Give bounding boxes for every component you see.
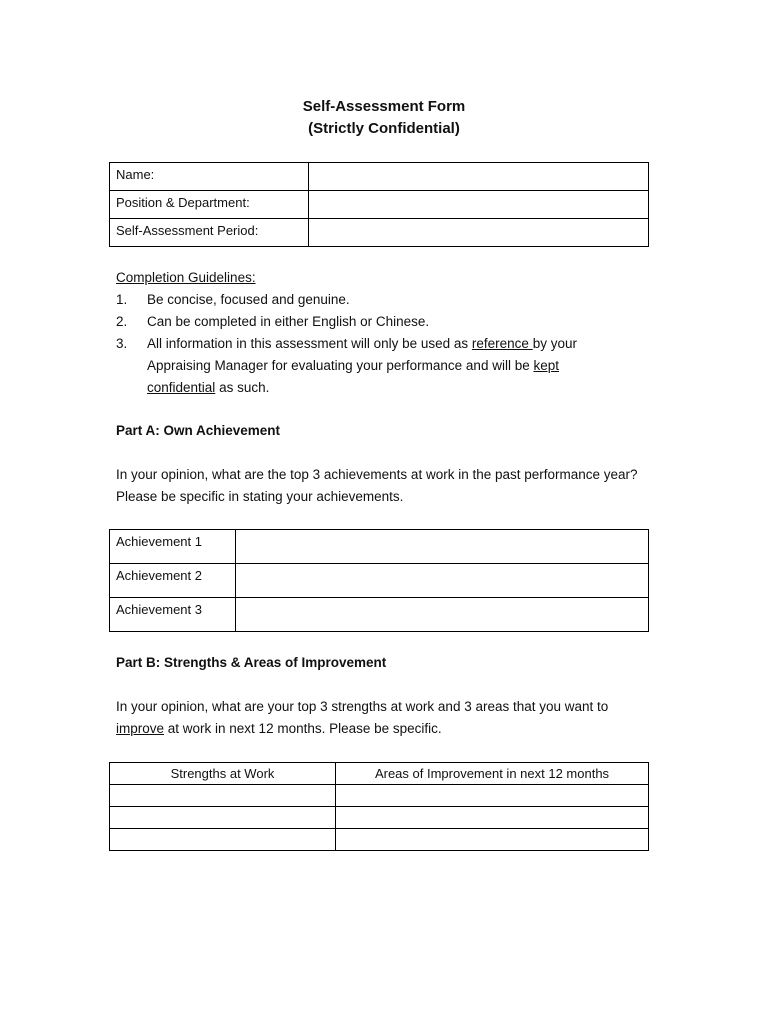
achievement-field[interactable] bbox=[236, 530, 649, 564]
part-b-heading: Part B: Strengths & Areas of Improvement bbox=[116, 655, 387, 670]
form-title: Self-Assessment Form bbox=[302, 98, 466, 115]
strength-field[interactable] bbox=[110, 807, 336, 829]
guidelines-heading: Completion Guidelines: bbox=[116, 270, 256, 285]
improvement-field[interactable] bbox=[336, 829, 649, 851]
table-row bbox=[110, 807, 649, 829]
improvement-field[interactable] bbox=[336, 807, 649, 829]
improvement-column-header: Areas of Improvement in next 12 months bbox=[336, 763, 649, 785]
table-row bbox=[110, 219, 649, 247]
table-row bbox=[110, 530, 649, 564]
achievements-table bbox=[109, 529, 649, 632]
improvement-field[interactable] bbox=[336, 785, 649, 807]
question-text: at work in next 12 months. Please be specific. bbox=[164, 721, 442, 736]
guideline-number: 1. bbox=[116, 292, 128, 307]
table-row bbox=[110, 598, 649, 632]
table-row bbox=[110, 785, 649, 807]
table-row bbox=[110, 564, 649, 598]
achievement-label: Achievement 2 bbox=[110, 564, 236, 598]
achievement-field[interactable] bbox=[236, 564, 649, 598]
guideline-text: as such. bbox=[215, 380, 270, 395]
period-field[interactable] bbox=[309, 219, 649, 247]
guideline-item: Can be completed in either English or Chinese. bbox=[147, 314, 430, 329]
table-row bbox=[110, 829, 649, 851]
name-label: Name: bbox=[110, 163, 309, 191]
achievement-label: Achievement 1 bbox=[110, 530, 236, 564]
guideline-underlined-text: reference bbox=[471, 336, 533, 351]
strengths-improvement-table bbox=[109, 762, 649, 851]
info-table bbox=[109, 162, 649, 247]
table-header-row bbox=[110, 763, 649, 785]
achievement-field[interactable] bbox=[236, 598, 649, 632]
guideline-number: 2. bbox=[116, 314, 128, 329]
name-field[interactable] bbox=[309, 163, 649, 191]
position-department-field[interactable] bbox=[309, 191, 649, 219]
strengths-column-header: Strengths at Work bbox=[110, 763, 336, 785]
guideline-item bbox=[147, 333, 617, 399]
strength-field[interactable] bbox=[110, 785, 336, 807]
part-a-question: In your opinion, what are the top 3 achievements at work in the past performance year? Please be specific in stating your achievements. bbox=[116, 467, 638, 504]
part-b-question bbox=[116, 696, 651, 740]
period-label: Self-Assessment Period: bbox=[110, 219, 309, 247]
guideline-text: All information in this assessment will only be used as bbox=[147, 336, 472, 351]
position-department-label: Position & Department: bbox=[110, 191, 309, 219]
guideline-text: by your Appraising Manager for evaluating your performance and will be bbox=[147, 336, 577, 373]
question-underlined-text: improve bbox=[116, 721, 165, 736]
guideline-underlined-text: kept confidential bbox=[147, 358, 559, 395]
table-row bbox=[110, 191, 649, 219]
guideline-number: 3. bbox=[116, 336, 128, 351]
guideline-item: Be concise, focused and genuine. bbox=[147, 292, 350, 307]
strength-field[interactable] bbox=[110, 829, 336, 851]
form-subtitle: (Strictly Confidential) bbox=[308, 120, 460, 137]
achievement-label: Achievement 3 bbox=[110, 598, 236, 632]
table-row bbox=[110, 163, 649, 191]
question-text: In your opinion, what are your top 3 strengths at work and 3 areas that you want to bbox=[116, 699, 609, 714]
part-a-heading: Part A: Own Achievement bbox=[116, 423, 281, 438]
